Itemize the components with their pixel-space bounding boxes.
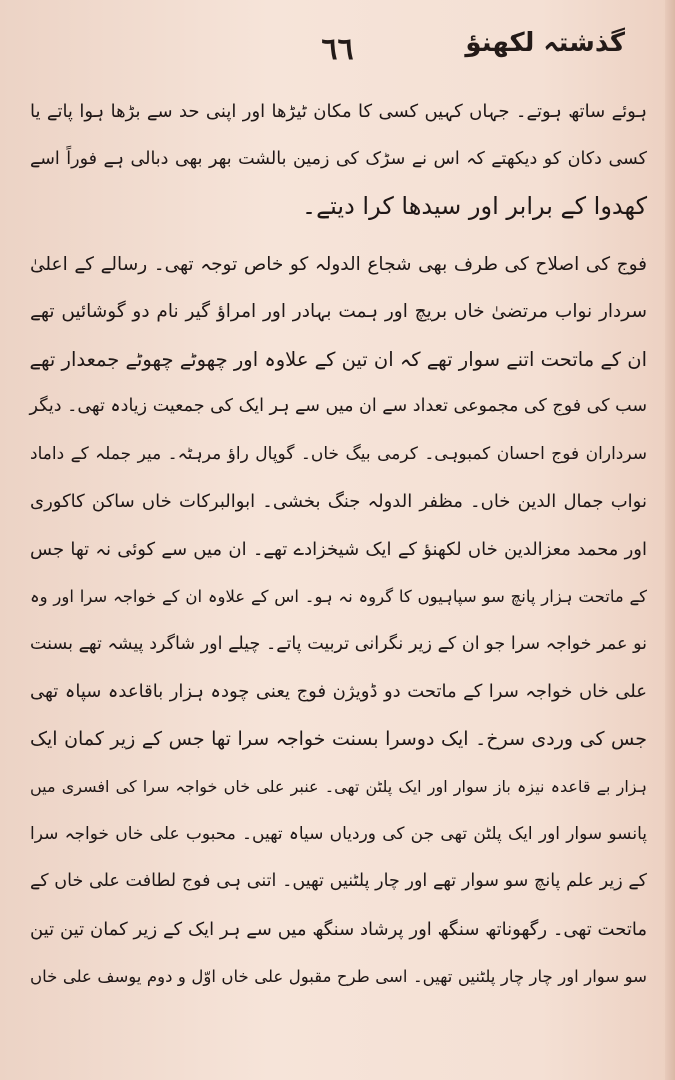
text-line: کسی دکان کو دیکھتے کہ اس نے سڑک کی زمین بالشت بھر بھی دبالی ہے فوراً اسے [30, 148, 647, 169]
running-head: گذشتہ لکھنؤ [465, 28, 625, 58]
text-line: نو عمر خواجہ سرا جو ان کے زیر نگرانی تربیت پاتے۔ چیلے اور شاگرد پیشہ تھے بسنت [30, 633, 647, 654]
paragraph-1 [24, 88, 653, 231]
text-line: ہزار بے قاعدہ نیزہ باز سوار اور ایک پلٹن تھی۔ عنبر علی خاں خواجہ سرا کی افسری میں [30, 777, 647, 796]
page-header [40, 24, 635, 74]
text-line: ماتحت تھی۔ رگھوناتھ سنگھ اور پرشاد سنگھ میں سے ہر ایک کے زیر کمان تین تین [30, 918, 647, 940]
text-line: علی خاں خواجہ سرا کے ماتحت دو ڈویژن فوج یعنی چودہ ہزار باقاعدہ سپاہ تھی [30, 681, 647, 702]
paragraph-2 [24, 241, 653, 1001]
page-gutter [665, 0, 675, 1080]
body-text [24, 88, 653, 1001]
text-line: پانسو سوار اور ایک پلٹن تھی جن کی وردیاں سیاہ تھیں۔ محبوب علی خاں خواجہ سرا [30, 823, 647, 844]
text-line: نواب جمال الدین خاں۔ مظفر الدولہ جنگ بخشی۔ ابوالبرکات خاں ساکن کاکوری [30, 491, 647, 512]
text-line: سرداران فوج احسان کمبوہی۔ کرمی بیگ خاں۔ گوپال راؤ مرہٹہ۔ میر جملہ کے داماد [30, 443, 647, 464]
text-line: کھدوا کے برابر اور سیدھا کرا دیتے۔ [302, 192, 647, 220]
text-line: سو سوار اور چار چار پلٹنیں تھیں۔ اسی طرح مقبول علی خاں اوّل و دوم یوسف علی خاں [30, 967, 647, 986]
text-line: سب کی فوج کی مجموعی تعداد سے ان میں سے ہر ایک کی جمعیت زیادہ تھی۔ دیگر [29, 396, 647, 416]
text-line: جس کی وردی سرخ۔ ایک دوسرا بسنت خواجہ سرا تھا جس کے زیر کمان ایک [30, 727, 647, 750]
text-line: فوج کی اصلاح کی طرف بھی شجاع الدولہ کو خاص توجہ تھی۔ رسالے کے اعلیٰ [30, 253, 647, 275]
text-line: اور محمد معزالدین خاں لکھنؤ کے ایک شیخزادے تھے۔ ان میں سے کوئی نہ تھا جس [30, 538, 647, 560]
text-line: سردار نواب مرتضیٰ خاں بریچ اور ہمت بہادر اور امراؤ گیر نام دو گوشائیں تھے [30, 301, 647, 322]
text-line: کے ماتحت ہزار پانچ سو سپاہیوں کا گروہ نہ ہو۔ اس کے علاوہ ان کے خواجہ سرا اور وہ [30, 587, 647, 606]
paragraph-spacer [24, 231, 653, 241]
text-line: ان کے ماتحت اتنے سوار تھے کہ ان تین کے علاوہ اور چھوٹے چھوٹے جمعدار تھے [29, 347, 647, 371]
text-line: کے زیر علم پانچ سو سوار تھے اور چار پلٹنیں تھیں۔ اتنی ہی فوج لطافت علی خاں کے [30, 871, 647, 891]
page-number: ٦٦ [321, 32, 354, 67]
text-line: ہوئے ساتھ ہوتے۔ جہاں کہیں کسی کا مکان ٹیڑھا اور اپنی حد سے بڑھا ہوا پاتے یا [30, 101, 647, 122]
